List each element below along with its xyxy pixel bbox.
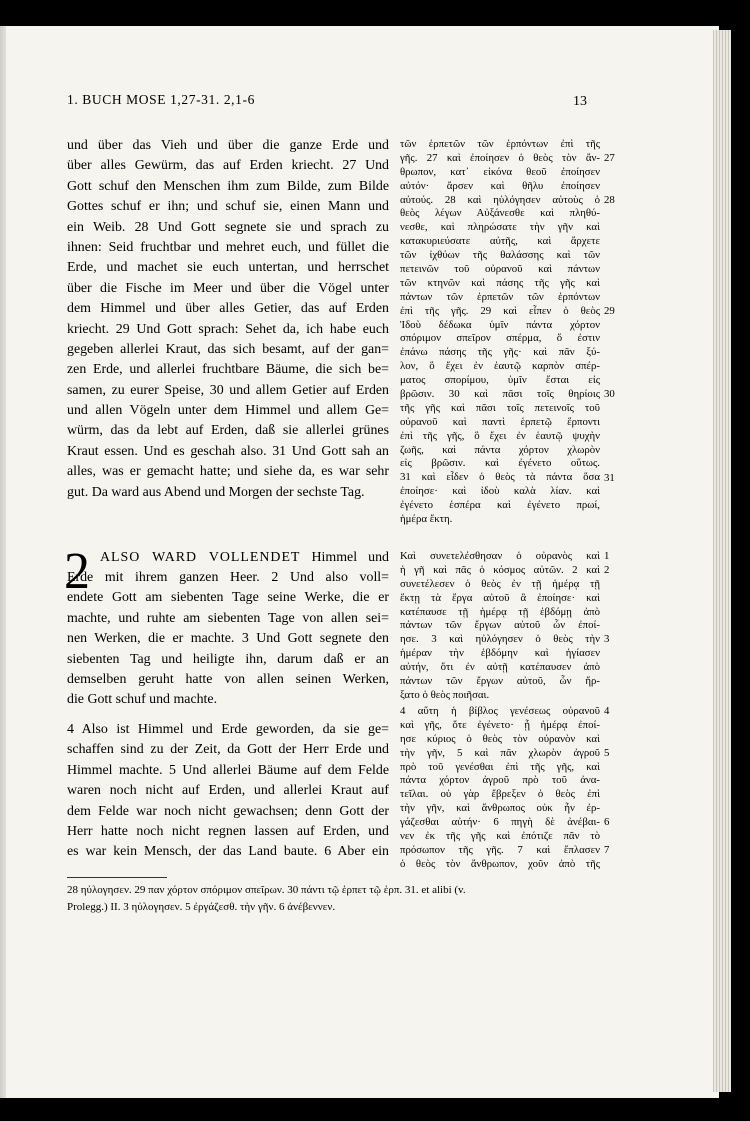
text-line: siebenten Tag und heiligte ihn, darum daß er an [67,651,389,667]
text-line: demselben geruht hatte von allen seinen Werken, [67,671,389,687]
text-line: kriecht. 29 Und Gott sprach: Sehet da, ich habe euch [67,321,389,337]
text-line: machte, und ruhte am siebenten Tage von allen sei= [67,610,389,626]
text-line: ὁ θεὸς τὸν ἄνθρωπον, χοῦν ἀπὸ τῆς [400,857,600,870]
text-line: τῶν ἑρπετῶν τῶν ἑρπόντων ἐπὶ τῆς [400,138,600,150]
verse-number: 5 [604,746,610,759]
text-line: θεὸς λέγων Αὐξάνεσθε καὶ πληθύ- [400,207,600,220]
chapter2-first-rest: Himmel und [300,550,389,565]
chapter2-first-line [100,548,389,568]
text-line: ἡμέραν τὴν ἑβδόμην καὶ ἡγίασεν [400,647,600,660]
text-line: ihnen: Seid fruchtbar und mehret euch, und füllet die [67,239,389,255]
text-line: συνετέλεσεν ὁ θεὸς ἐν τῇ ἡμέρᾳ τῇ [400,577,600,590]
page-edges [713,30,731,1092]
text-line: τῶν κτηνῶν καὶ πάσης τῆς γῆς καὶ [400,276,600,289]
text-line: ἐπὶ τῆς γῆς, ὃ ἔχει ἐν ἑαυτῷ ψυχὴν [400,429,600,442]
text-line: Himmel machte. 5 Und allerlei Bäume auf dem Felde [67,762,389,778]
verse-number: 1 [604,550,610,562]
text-line: τῆς γῆς καὶ πᾶσι τοῖς πετεινοῖς τοῦ [400,401,600,414]
verse-number: 27 [604,151,615,164]
text-line: γῆς. 27 καὶ ἐποίησεν ὁ θεὸς τὸν ἄν- [400,151,600,164]
page-number: 13 [573,94,587,109]
text-line: die Gott schuf und machte. [67,692,218,708]
text-line: πάντων τῶν ἑρπετῶν τῶν ἑρπόντων [400,290,600,303]
text-line: über die Fische im Meer und über die Vögel unter [67,280,389,296]
text-line: Gottes schuf er ihn; und schuf sie, einen Mann und [67,199,389,215]
footnote-line-1: 28 ηὐλογησεν. 29 παν χόρτον σπόριμον σπεῖρων. 30 πάντι τῷ ἑρπετ τῷ ἑρπ. 31. et alibi (v. [67,884,466,896]
text-line: ζωῆς, καὶ πάντα χόρτον χλωρὸν [400,443,600,456]
text-line: 4 αὕτη ἡ βίβλος γενέσεως οὐρανοῦ [400,705,600,717]
text-line: ἐπάνω πάσης τῆς γῆς· καὶ πᾶν ξύ- [400,346,600,359]
text-line: Erde, und machet sie euch untertan, und herrschet [67,260,389,276]
text-line: πάντων τῶν ἔργων αὐτοῦ ὧν ἐποί- [400,619,600,632]
text-line: ησε κύριος ὁ θεὸς τὸν οὐρανὸν καὶ [400,732,600,745]
text-line: ησε. 3 καὶ ηὐλόγησεν ὁ θεὸς τὴν [400,633,600,646]
verse-number: 2 [604,563,610,576]
verse-number: 28 [604,193,615,206]
text-line: über alles Gewürm, das auf Erden kriecht. 27 Und [67,158,389,174]
text-line: ἡ γῆ καὶ πᾶς ὁ κόσμος αὐτῶν. 2 καὶ [400,563,600,576]
text-line: und allen Vögeln unter dem Himmel und allem Ge= [67,403,389,419]
german-chapter2-paragraph1 [67,568,389,711]
text-line: nen Werken, die er machte. 3 Und Gott segnete den [67,631,389,647]
verse-number: 7 [604,844,610,856]
verse-number: 6 [604,816,610,829]
text-line: Gott schuf den Menschen ihm zum Bilde, zum Bilde [67,178,389,194]
greek-text-top [400,138,600,527]
text-line: alles, was er gemacht hatte; und siehe da, es war sehr [67,464,389,480]
text-line: αὐτούς. 28 καὶ ηὐλόγησεν αὐτοὺς ὁ [400,193,600,206]
text-line: Καὶ συνετελέσθησαν ὁ οὐρανὸς καὶ [400,550,600,562]
footnote-line-2: Prolegg.) II. 3 ηὐλογησεν. 5 ἐργάζεσθ. τὴν γῆν. 6 ἀνέβεννεν. [67,901,336,913]
text-line: ἕκτῃ τὰ ἔργα αὐτοῦ ἃ ἐποίησε· καὶ [400,591,600,604]
text-line: Kraut essen. Und es geschah also. 31 Und Gott sah an [67,443,389,459]
german-chapter2-paragraph2 [67,720,389,863]
text-line: ein Weib. 28 Und Gott segnete sie und sprach zu [67,219,389,235]
text-line: ἡμέρα ἕκτη. [400,513,453,526]
text-line: 31 καὶ εἶδεν ὁ θεὸς τὰ πάντα ὅσα [400,471,600,484]
text-line: πρὸ τοῦ γενέσθαι ἐπὶ τῆς γῆς, καὶ [400,760,600,773]
verse-number: 29 [604,304,615,317]
chapter-initial: 2 [64,543,90,600]
text-line: gegeben allerlei Kraut, das sich besamt, auf der gan= [67,341,389,357]
text-line: πετεινῶν τοῦ οὐρανοῦ καὶ πάντων [400,263,600,276]
greek-chapter2-paragraph1 [400,550,600,703]
text-line: γάζεσθαι αὐτήν· 6 πηγὴ δὲ ἀνέβαι- [400,816,600,829]
text-line: τὴν γῆν, καὶ ἄνθρωπος οὐκ ἦν ἐρ- [400,802,600,815]
text-line: πρόσωπον τῆς γῆς. 7 καὶ ἔπλασεν [400,843,600,856]
text-line: λον, ὃ ἔχει ἐν ἑαυτῷ καρπὸν σπέρ- [400,360,600,373]
greek-chapter2-paragraph2 [400,705,600,872]
text-line: waren noch nicht auf Erden, und allerlei Kraut auf [67,783,389,799]
text-line: zen Erde, und allerlei fruchtbare Bäume, die sich be= [67,362,389,378]
text-line: gut. Da ward aus Abend und Morgen der sechste Tag. [67,484,365,500]
text-line: dem Felde war noch nicht gewachsen; denn Gott der [67,803,389,819]
text-line: κατακυριεύσατε αὐτῆς, καὶ ἄρχετε [400,235,600,248]
text-line: schaffen sind zu der Zeit, da Gott der Herr Erde und [67,742,389,758]
running-header: 1. BUCH MOSE 1,27-31. 2,1-6 [67,92,255,107]
text-line: ἐγένετο ἑσπέρα καὶ ἐγένετο πρωί, [400,499,600,512]
text-line: Ἰδοὺ δέδωκα ὑμῖν πάντα χόρτον [400,318,600,331]
text-line: σπόριμον σπεῖρον σπέρμα, ὅ ἐστιν [400,332,600,345]
text-line: τῶν ἰχθύων τῆς θαλάσσης καὶ τῶν [400,249,600,262]
text-line: es war kein Mensch, der das Land baute. 6 Aber ein [67,844,389,860]
text-line: εἰς βρῶσιν. καὶ ἐγένετο οὕτως. [400,457,600,470]
text-line: κατέπαυσε τῇ ἡμέρᾳ τῇ ἑβδόμῃ ἀπὸ [400,605,600,618]
verse-number: 31 [604,471,615,484]
chapter2-small-caps: ALSO WARD VOLLENDET [100,550,301,565]
text-line: τὴν γῆν, 5 καὶ πᾶν χλωρὸν ἀγροῦ [400,746,600,759]
text-line: ἐπὶ τῆς γῆς. 29 καὶ εἶπεν ὁ θεὸς [400,304,600,317]
text-line: endete Gott am siebenten Tage seine Werke, die er [67,590,389,606]
text-line: αὐτόν· ἄρσεν καὶ θῆλυ ἐποίησεν [400,179,600,192]
verse-number: 3 [604,633,610,646]
text-line: αὐτήν, ὅτι ἐν αὐτῇ κατέπαυσεν ἀπὸ [400,661,600,674]
text-line: Erde mit ihrem ganzen Heer. 2 Und also voll= [67,570,389,585]
text-line: ξατο ὁ θεὸς ποιῆσαι. [400,688,490,701]
text-line: οὐρανοῦ καὶ παντὶ ἑρπετῷ ἕρποντι [400,415,600,428]
text-line: Herr hatte noch nicht regnen lassen auf Erden, und [67,823,389,839]
text-line: ματος σπορίμου, ὑμῖν ἔσται εἰς [400,374,600,387]
footnote-rule [67,877,167,878]
verse-number: 4 [604,705,610,717]
text-line: καὶ γῆς, ὅτε ἐγένετο· ᾗ ἡμέρᾳ ἐποί- [400,718,600,731]
text-line: πάντων τῶν ἔργων αὐτοῦ, ὧν ἤρ- [400,675,600,688]
verse-number: 30 [604,388,615,401]
text-line: θρωπον, κατ᾽ εἰκόνα θεοῦ ἐποίησεν [400,165,600,178]
text-line: dem Himmel und über alles Getier, das auf Erden [67,301,389,317]
text-line: und über das Vieh und über die ganze Erde und [67,138,389,153]
text-line: νεσθε, καὶ πληρώσατε τὴν γῆν καὶ [400,221,600,234]
text-line: τεῖλαι. οὐ γὰρ ἔβρεξεν ὁ θεὸς ἐπὶ [400,788,600,801]
text-line: πάντα χόρτον ἀγροῦ πρὸ τοῦ ἀνα- [400,774,600,787]
german-text-top [67,136,389,503]
text-line: ἐποίησε· καὶ ἰδοὺ καλὰ λίαν. καὶ [400,485,600,498]
text-line: 4 Also ist Himmel und Erde geworden, da sie ge= [67,722,389,737]
text-line: βρῶσιν. 30 καὶ πᾶσι τοῖς θηρίοις [400,388,600,401]
text-line: νεν ἐκ τῆς γῆς καὶ ἐπότιζε πᾶν τὸ [400,830,600,843]
text-line: würm, das da lebt auf Erden, daß sie allerlei grünes [67,423,389,439]
text-line: samen, zu eurer Speise, 30 und allem Getier auf Erden [67,382,389,398]
